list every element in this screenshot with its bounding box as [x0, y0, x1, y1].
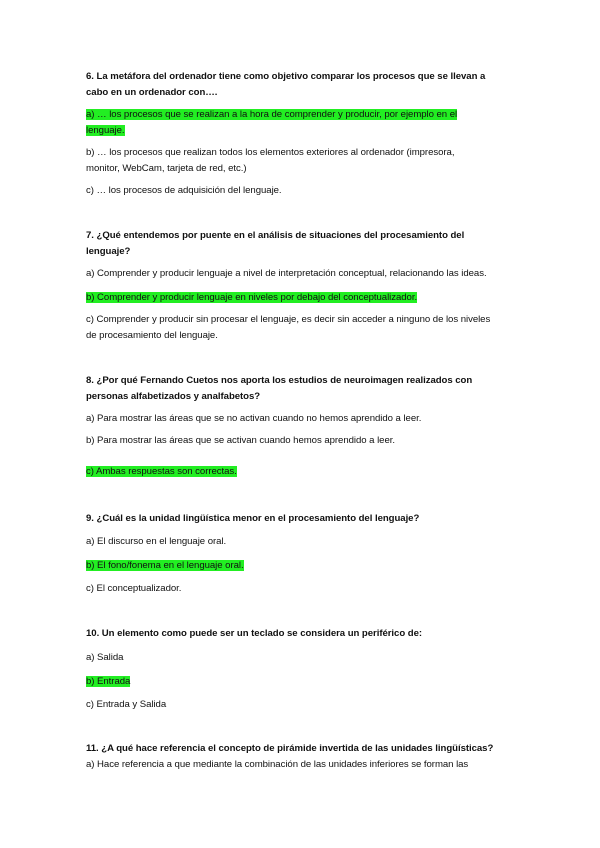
question-6-option-b-line-1: b) … los procesos que realizan todos los elementos exteriores al ordenador (impresora, [86, 147, 455, 158]
question-7-option-b [86, 290, 516, 306]
correct-answer-highlight: c) Ambas respuestas son correctas. [86, 466, 237, 477]
question-10-option-b [86, 674, 516, 690]
question-8-text-line-1: 8. ¿Por qué Fernando Cuetos nos aporta los estudios de neuroimagen realizados con [86, 375, 473, 386]
question-10-text: 10. Un elemento como puede ser un teclado se considera un periférico de: [86, 628, 423, 639]
question-7-text-line-1: 7. ¿Qué entendemos por puente en el análisis de situaciones del procesamiento del [86, 230, 465, 241]
question-7-option-c-line-2: de procesamiento del lenguaje. [86, 330, 218, 341]
question-6-option-a-line-1 [86, 107, 516, 123]
question-6-text-line-2: cabo en un ordenador con…. [86, 87, 218, 98]
correct-answer-highlight: lenguaje. [86, 125, 125, 136]
question-9-option-b [86, 558, 516, 574]
correct-answer-highlight: a) … los procesos que se realizan a la hora de comprender y producir, por ejemplo en el [86, 109, 458, 120]
question-10-option-c: c) Entrada y Salida [86, 699, 167, 710]
question-11-text: 11. ¿A qué hace referencia el concepto de pirámide invertida de las unidades lingüísticas? [86, 743, 494, 754]
correct-answer-highlight: b) Comprender y producir lenguaje en niveles por debajo del conceptualizador. [86, 292, 418, 303]
question-8-text-line-2: personas alfabetizados y analfabetos? [86, 391, 261, 402]
correct-answer-highlight: b) Entrada [86, 676, 131, 687]
question-10-option-a: a) Salida [86, 652, 124, 663]
question-7-option-a: a) Comprender y producir lenguaje a nivel de interpretación conceptual, relacionando las ideas. [86, 268, 487, 279]
question-6-text-line-1: 6. La metáfora del ordenador tiene como objetivo comparar los procesos que se llevan a [86, 71, 486, 82]
question-9-option-a: a) El discurso en el lenguaje oral. [86, 536, 227, 547]
question-8-option-c [86, 464, 516, 480]
question-6-option-a-line-2 [86, 123, 516, 139]
question-7-option-c-line-1: c) Comprender y producir sin procesar el lenguaje, es decir sin acceder a ninguno de los niveles [86, 314, 491, 325]
question-11-option-a: a) Hace referencia a que mediante la combinación de las unidades inferiores se forman las [86, 759, 469, 770]
question-9-option-c: c) El conceptualizador. [86, 583, 182, 594]
question-6-option-b-line-2: monitor, WebCam, tarjeta de red, etc.) [86, 163, 247, 174]
question-9-text: 9. ¿Cuál es la unidad lingüística menor en el procesamiento del lenguaje? [86, 513, 420, 524]
question-8-option-a: a) Para mostrar las áreas que se no activan cuando no hemos aprendido a leer. [86, 413, 422, 424]
question-7-text-line-2: lenguaje? [86, 246, 131, 257]
correct-answer-highlight: b) El fono/fonema en el lenguaje oral. [86, 560, 244, 571]
question-6-option-c: c) … los procesos de adquisición del lenguaje. [86, 185, 282, 196]
question-8-option-b: b) Para mostrar las áreas que se activan cuando hemos aprendido a leer. [86, 435, 395, 446]
